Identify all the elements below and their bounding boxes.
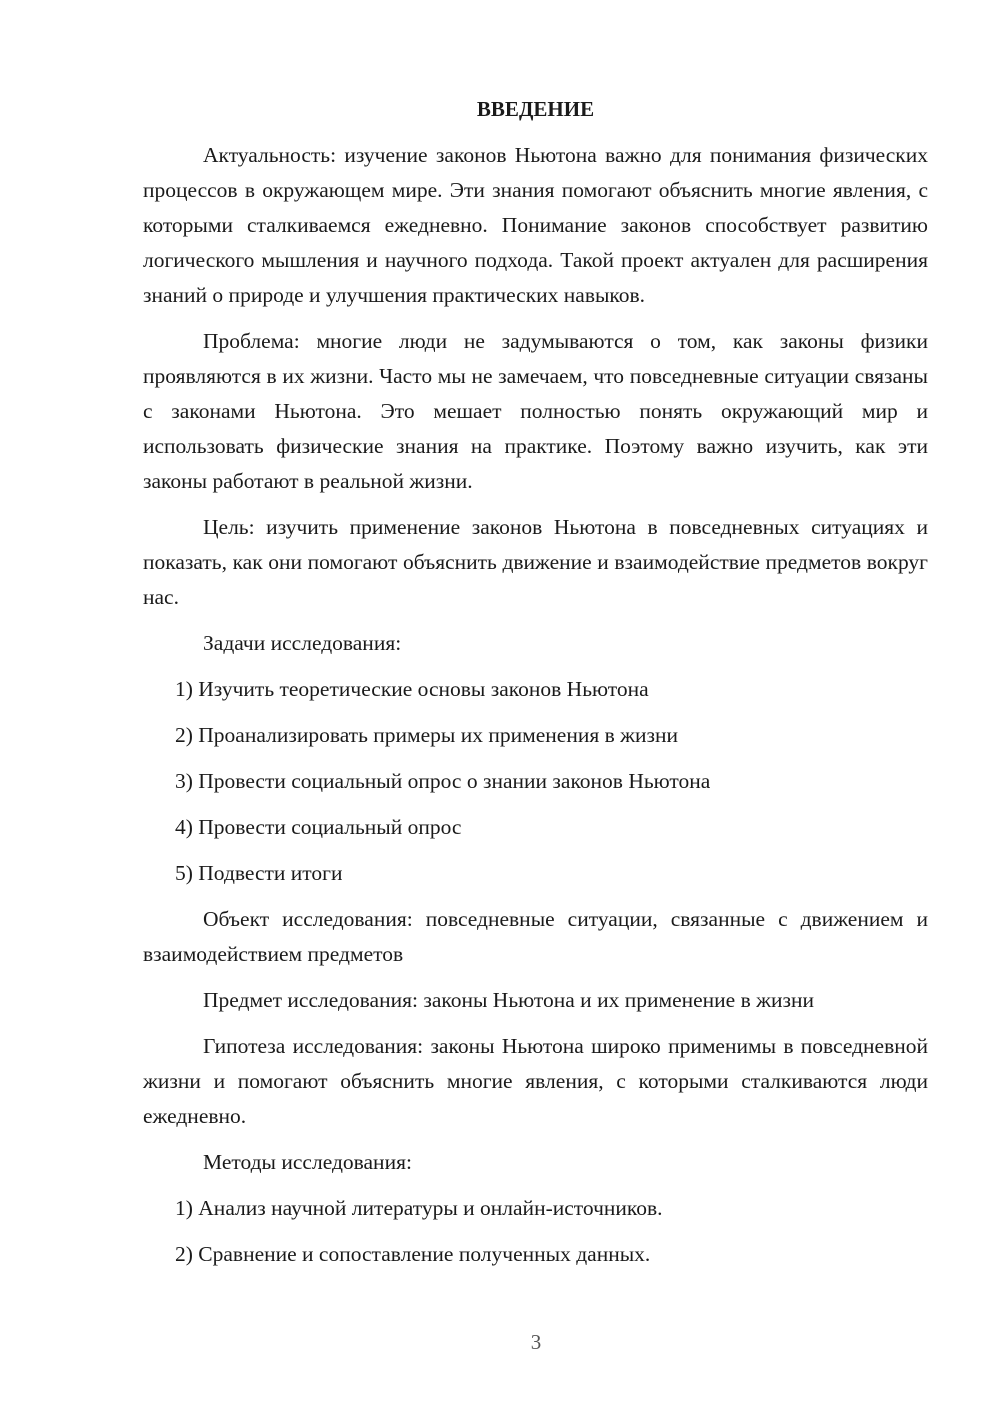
list-item: 5) Подвести итоги	[175, 861, 343, 885]
methods-heading: Методы исследования:	[203, 1150, 412, 1174]
tasks-list	[143, 672, 928, 891]
goal-paragraph: Цель: изучить применение законов Ньютона в повседневных ситуациях и показать, как они помогают объяснить движение и взаимодействие предметов вокруг нас.	[143, 515, 928, 609]
list-item: 3) Провести социальный опрос о знании законов Ньютона	[175, 769, 711, 793]
list-item: 2) Сравнение и сопоставление полученных данных.	[175, 1242, 651, 1266]
document-page	[143, 92, 928, 1283]
tasks-heading: Задачи исследования:	[203, 631, 402, 655]
document-title: ВВЕДЕНИЕ	[476, 97, 595, 121]
hypothesis-paragraph: Гипотеза исследования: законы Ньютона широко применимы в повседневной жизни и помогают объяснить многие явления, с которыми сталкиваются люди ежедневно.	[143, 1034, 928, 1128]
relevance-paragraph: Актуальность: изучение законов Ньютона важно для понимания физических процессов в окружающем мире. Эти знания помогают объяснить многие явления, с которыми сталкиваемся ежедневно. Понимание законов способствует развитию логического мышления и научного подхода. Такой проект актуален для расширения знаний о природе и улучшения практических навыков.	[143, 143, 928, 307]
list-item: 1) Изучить теоретические основы законов Ньютона	[175, 677, 649, 701]
methods-list	[143, 1191, 928, 1272]
problem-paragraph: Проблема: многие люди не задумываются о том, как законы физики проявляются в их жизни. Часто мы не замечаем, что повседневные ситуации связаны с законами Ньютона. Это мешает полностью понять окружающий мир и использовать физические знания на практике. Поэтому важно изучить, как эти законы работают в реальной жизни.	[143, 329, 928, 493]
list-item: 1) Анализ научной литературы и онлайн-источников.	[175, 1196, 663, 1220]
list-item: 4) Провести социальный опрос	[175, 815, 462, 839]
object-paragraph: Объект исследования: повседневные ситуации, связанные с движением и взаимодействием предметов	[143, 907, 928, 966]
subject-paragraph: Предмет исследования: законы Ньютона и их применение в жизни	[203, 988, 814, 1012]
list-item: 2) Проанализировать примеры их применения в жизни	[175, 723, 678, 747]
page-number: 3	[530, 1330, 542, 1354]
